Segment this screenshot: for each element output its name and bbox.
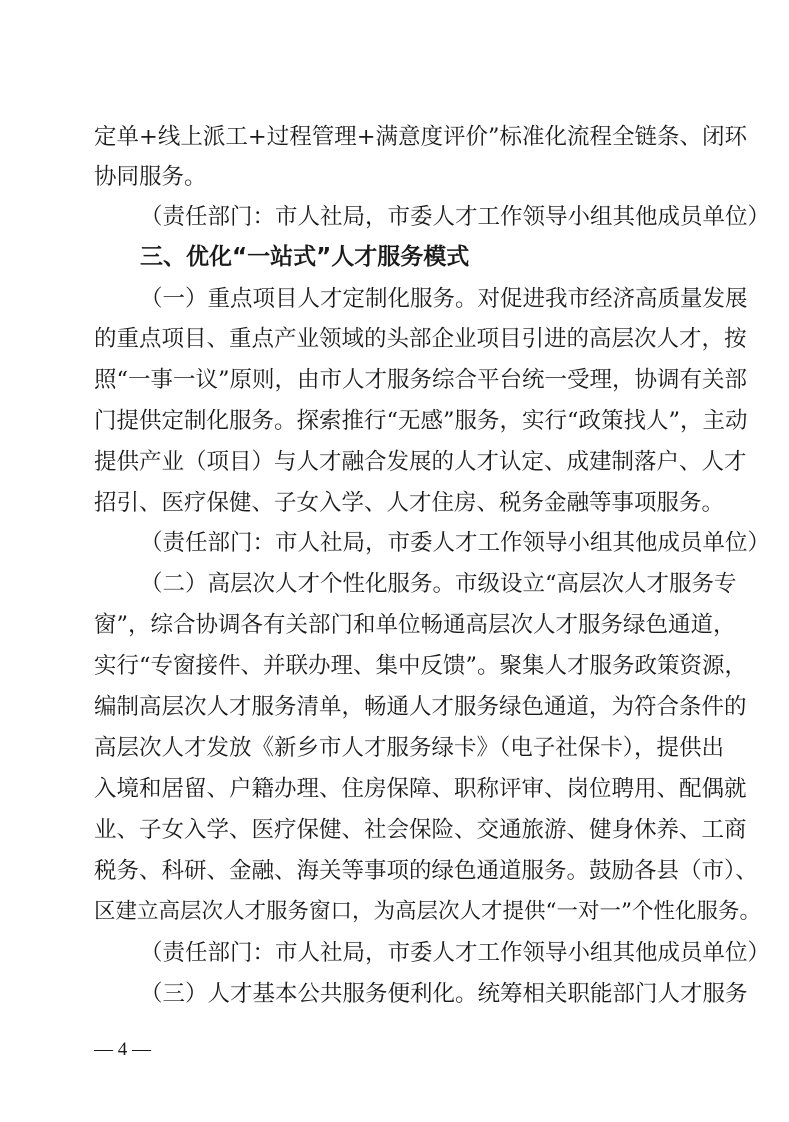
body-line: 窗”，综合协调各有关部门和单位畅通高层次人才服务绿色通道，	[94, 612, 736, 638]
body-line: 实行“专窗接件、并联办理、集中反馈”。聚集人才服务政策资源，	[94, 653, 748, 679]
body-line: 编制高层次人才服务清单，畅通人才服务绿色通道，为符合条件的	[94, 694, 747, 720]
subsection-line: （一）重点项目人才定制化服务。对促进我市经济高质量发展	[140, 286, 748, 312]
responsibility-note: （责任部门：市人社局，市委人才工作领导小组其他成员单位）	[140, 530, 771, 556]
body-line: 协同服务。	[94, 164, 207, 190]
body-line: 业、子女入学、医疗保健、社会保险、交通旅游、健身休养、工商	[94, 817, 747, 843]
body-line: 门提供定制化服务。探索推行“无感”服务，实行“政策找人”，主动	[94, 408, 748, 434]
responsibility-note: （责任部门：市人社局，市委人才工作领导小组其他成员单位）	[140, 204, 771, 230]
section-heading: 三、优化“一站式”人才服务模式	[140, 244, 470, 270]
body-line: 招引、医疗保健、子女入学、人才住房、税务金融等事项服务。	[94, 490, 725, 516]
body-line: 税务、科研、金融、海关等事项的绿色通道服务。鼓励各县（市）、	[94, 858, 758, 884]
body-line: 入境和居留、户籍办理、住房保障、职称评审、岗位聘用、配偶就	[94, 776, 747, 802]
responsibility-note: （责任部门：市人社局，市委人才工作领导小组其他成员单位）	[140, 940, 771, 966]
body-line: 照“一事一议”原则，由市人才服务综合平台统一受理，协调有关部	[94, 367, 748, 393]
subsection-line: （三）人才基本公共服务便利化。统筹相关职能部门人才服务	[140, 981, 748, 1007]
body-line: 高层次人才发放《新乡市人才服务绿卡》（电子社保卡），提供出	[94, 735, 725, 761]
body-line: 提供产业（项目）与人才融合发展的人才认定、成建制落户、人才	[94, 449, 747, 475]
body-line: 的重点项目、重点产业领域的头部企业项目引进的高层次人才，按	[94, 326, 747, 352]
subsection-line: （二）高层次人才个性化服务。市级设立“高层次人才服务专	[140, 571, 737, 597]
body-line: 定单+线上派工+过程管理+满意度评价”标准化流程全链条、闭环	[94, 124, 748, 150]
body-line: 区建立高层次人才服务窗口，为高层次人才提供“一对一”个性化服务。	[94, 899, 761, 924]
page-number: — 4 —	[94, 1039, 151, 1060]
